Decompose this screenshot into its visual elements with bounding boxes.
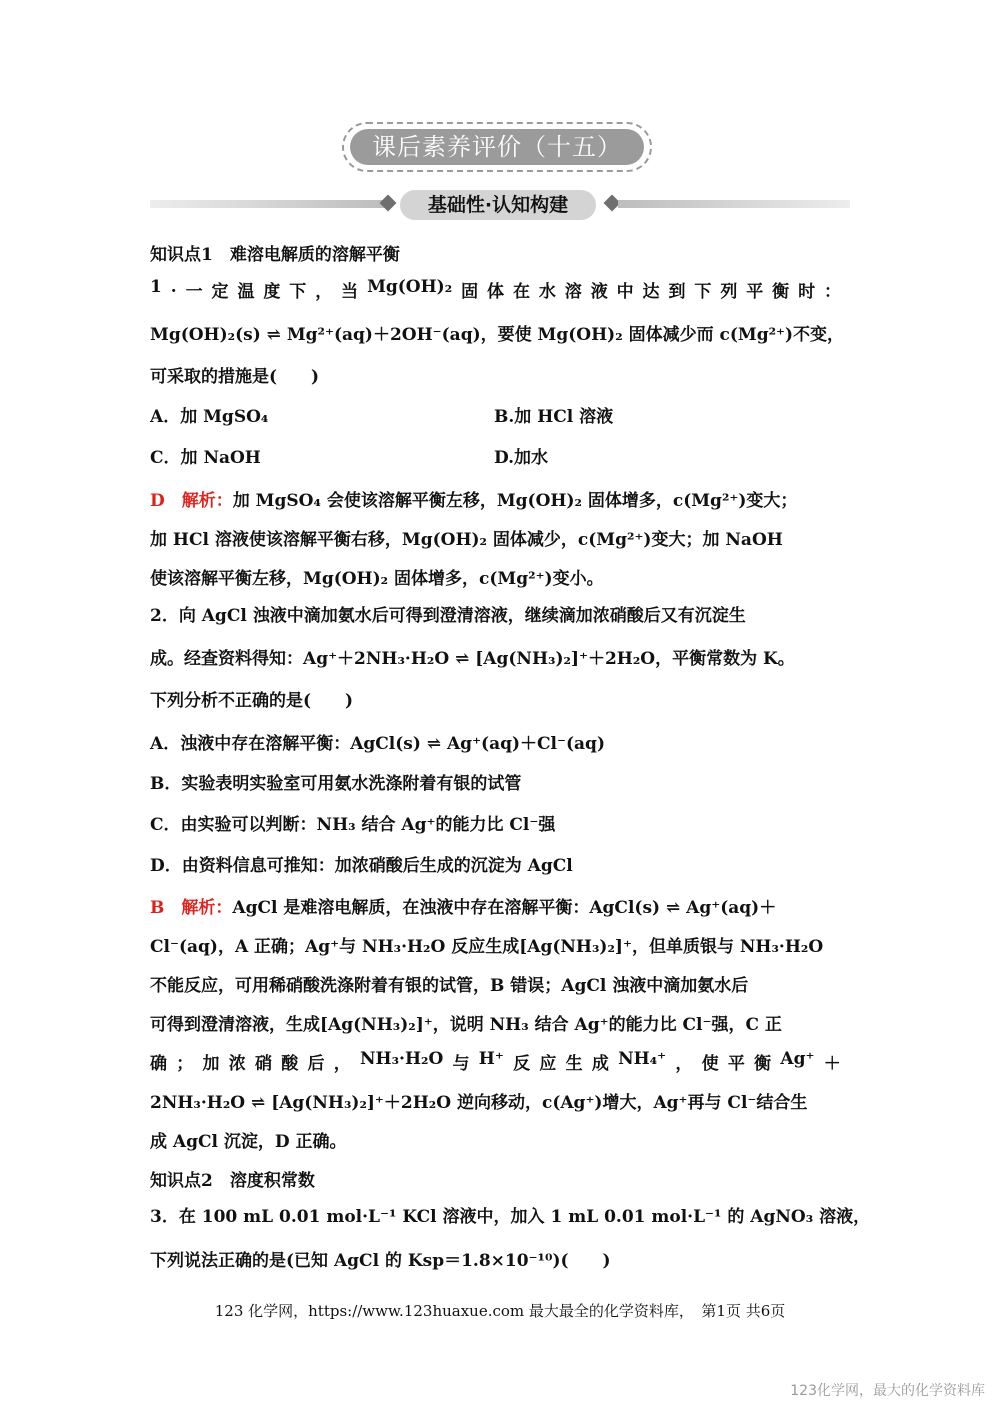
- q1-stem-token: ：: [824, 282, 841, 302]
- q1-stem-token: 在: [512, 282, 530, 302]
- page-footer: 123 化学网，https://www.123huaxue.com 最大最全的化学资料库， 第1页 共6页: [214, 1302, 786, 1320]
- q1-stem-token: 液: [590, 282, 608, 302]
- q1-stem-token: 温: [237, 282, 255, 302]
- q2-analysis-token: ，: [333, 1054, 351, 1074]
- q2-analysis-token: 反: [513, 1054, 531, 1074]
- q2-analysis-token: 确: [150, 1054, 167, 1074]
- q2-analysis-line7: 成 AgCl 沉淀，D 正确。: [150, 1132, 347, 1152]
- q2-answer: B: [150, 898, 165, 918]
- q1-stem-line2: Mg(OH)₂(s) ⇌ Mg²⁺(aq)＋2OH⁻(aq)，要使 Mg(OH)₂ 固体减少而 c(Mg²⁺)不变，: [150, 325, 845, 345]
- q1-stem-token: 度: [263, 282, 281, 302]
- q1-option-d: D.加水: [494, 448, 549, 468]
- q2-analysis-token: 成: [591, 1054, 609, 1074]
- q2-analysis-token: 衡: [754, 1054, 772, 1074]
- q1-stem-token: 时: [798, 282, 816, 302]
- q2-analysis-token: Ag⁺: [780, 1049, 815, 1069]
- q1-stem-token: 达: [642, 282, 660, 302]
- q1-stem-token: 到: [668, 282, 686, 302]
- knowledge-point-2: 知识点2 溶度积常数: [150, 1171, 315, 1191]
- q1-answer: D: [150, 491, 165, 511]
- q2-analysis-token: ，: [675, 1054, 693, 1074]
- q2-analysis-token: 与: [452, 1054, 470, 1074]
- q1-stem-token: 平: [746, 282, 764, 302]
- q1-stem-token: 下: [289, 282, 307, 302]
- diamond-left-icon: [380, 195, 397, 212]
- q2-analysis-line3: 不能反应，可用稀硝酸洗涤附着有银的试管，B 错误；AgCl 浊液中滴加氨水后: [150, 976, 749, 996]
- q1-stem-token: ，: [315, 282, 333, 302]
- q2-analysis-token: 后: [307, 1054, 325, 1074]
- q2-analysis-token: 酸: [281, 1054, 299, 1074]
- q2-analysis-token: H⁺: [478, 1049, 504, 1069]
- q2-analysis-line4: 可得到澄清溶液，生成[Ag(NH₃)₂]⁺，说明 NH₃ 结合 Ag⁺的能力比 Cl⁻强，C 正: [150, 1015, 782, 1035]
- q3-stem-line1: 3．在 100 mL 0.01 mol·L⁻¹ KCl 溶液中，加入 1 mL 0.01 mol·L⁻¹ 的 AgNO₃ 溶液，: [150, 1207, 871, 1227]
- q2-analysis-label: 解析：: [181, 898, 233, 918]
- q1-stem-token: 固: [461, 282, 479, 302]
- q1-option-b: B.加 HCl 溶液: [494, 407, 614, 427]
- q1-stem-token: 溶: [564, 282, 582, 302]
- page-title: 课后素养评价（十五）: [350, 129, 644, 165]
- q3-stem-line2: 下列说法正确的是(已知 AgCl 的 Ksp＝1.8×10⁻¹⁰)( ): [150, 1251, 611, 1271]
- q2-analysis-token: ；: [176, 1054, 194, 1074]
- q2-analysis-token: ＋: [823, 1054, 841, 1074]
- q1-analysis-line1: [150, 486, 797, 511]
- q1-option-a: A．加 MgSO₄: [150, 407, 269, 427]
- q1-stem-token: 列: [720, 282, 738, 302]
- q2-option-d: D．由资料信息可推知：加浓硝酸后生成的沉淀为 AgCl: [150, 856, 573, 876]
- q2-analysis-token: 硝: [255, 1054, 272, 1074]
- q2-analysis-token: 加: [202, 1054, 220, 1074]
- q2-analysis-token: 平: [727, 1054, 745, 1074]
- q2-analysis-text1: AgCl 是难溶电解质，在浊液中存在溶解平衡：AgCl(s) ⇌ Ag⁺(aq)＋: [232, 898, 777, 918]
- q2-analysis-token: NH₄⁺: [618, 1049, 667, 1069]
- q2-analysis-line2: Cl⁻(aq)，A 正确；Ag⁺与 NH₃·H₂O 反应生成[Ag(NH₃)₂]⁺，但单质银与 NH₃·H₂O: [150, 937, 824, 957]
- q1-stem-token: .: [170, 277, 177, 297]
- q1-stem-token: 1: [150, 277, 162, 297]
- title-frame: [342, 122, 652, 172]
- q1-analysis-line2: 加 HCl 溶液使该溶解平衡右移，Mg(OH)₂ 固体减少，c(Mg²⁺)变大；加 NaOH: [150, 530, 783, 550]
- q1-stem-token: 当: [341, 282, 359, 302]
- q2-analysis-line6: 2NH₃·H₂O ⇌ [Ag(NH₃)₂]⁺＋2H₂O 逆向移动，c(Ag⁺)增大，Ag⁺再与 Cl⁻结合生: [150, 1093, 808, 1113]
- q1-analysis-label: 解析：: [181, 491, 233, 511]
- q2-analysis-token: 应: [539, 1054, 557, 1074]
- q1-stem-token: 衡: [772, 282, 790, 302]
- q1-stem-token: Mg(OH)₂: [367, 277, 453, 297]
- section-band-label: 基础性·认知构建: [400, 190, 596, 220]
- q2-stem-line1: 2．向 AgCl 浊液中滴加氨水后可得到澄清溶液，继续滴加浓硝酸后又有沉淀生: [150, 606, 746, 626]
- q1-analysis-line3: 使该溶解平衡左移，Mg(OH)₂ 固体增多，c(Mg²⁺)变小。: [150, 569, 604, 589]
- q1-stem-token: 体: [487, 282, 505, 302]
- q2-analysis-token: 生: [565, 1054, 583, 1074]
- q1-stem-token: 水: [538, 282, 556, 302]
- q2-analysis-token: NH₃·H₂O: [360, 1049, 444, 1069]
- watermark: 123化学网，最大的化学资料库: [790, 1383, 985, 1399]
- q1-stem-token: 一: [185, 282, 203, 302]
- q2-stem-line2: 成。经查资料得知：Ag⁺＋2NH₃·H₂O ⇌ [Ag(NH₃)₂]⁺＋2H₂O，平衡常数为 K。: [150, 649, 795, 669]
- section-band-right-line: [618, 200, 850, 208]
- q2-option-c: C．由实验可以判断：NH₃ 结合 Ag⁺的能力比 Cl⁻强: [150, 815, 556, 835]
- q2-stem-line3: 下列分析不正确的是( ): [150, 691, 354, 711]
- knowledge-point-1: 知识点1 难溶电解质的溶解平衡: [150, 245, 400, 265]
- q1-option-c: C．加 NaOH: [150, 448, 261, 468]
- q2-analysis-token: 浓: [228, 1054, 246, 1074]
- q1-analysis-text1: 加 MgSO₄ 会使该溶解平衡左移，Mg(OH)₂ 固体增多，c(Mg²⁺)变大；: [232, 491, 798, 511]
- q1-stem-line1: [150, 277, 841, 302]
- q2-analysis-line1: [150, 893, 776, 918]
- q2-analysis-line5: [150, 1049, 841, 1074]
- q1-stem-token: 定: [211, 282, 229, 302]
- section-band-left-line: [150, 200, 386, 208]
- q2-option-b: B．实验表明实验室可用氨水洗涤附着有银的试管: [150, 774, 522, 794]
- q1-stem-token: 下: [694, 282, 712, 302]
- q2-option-a: A．浊液中存在溶解平衡：AgCl(s) ⇌ Ag⁺(aq)＋Cl⁻(aq): [150, 734, 605, 754]
- q1-stem-line3: 可采取的措施是( ): [150, 367, 320, 387]
- q2-analysis-token: 使: [701, 1054, 719, 1074]
- q1-stem-token: 中: [616, 282, 634, 302]
